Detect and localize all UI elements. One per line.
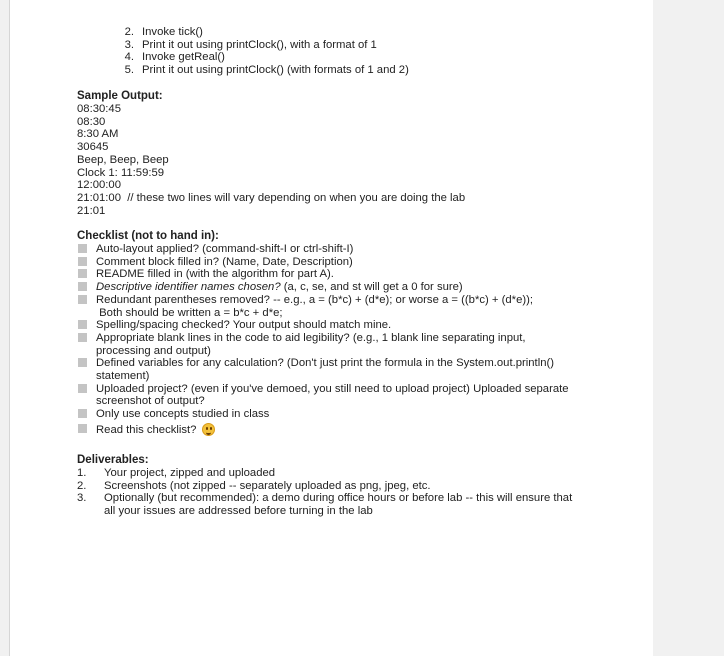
checklist-item: Auto-layout applied? (command-shift-I or ctrl-shift-I) [77, 243, 597, 256]
output-line: 12:00:00 [77, 179, 121, 192]
checklist-continuation: Both should be written a = b*c + d*e; [96, 306, 283, 319]
output-line: Beep, Beep, Beep [77, 153, 169, 166]
output-line: 8:30 AM [77, 128, 119, 141]
checklist-item: Read this checklist? [77, 423, 597, 437]
checklist-item: Defined variables for any calculation? (Don't just print the formula in the System.out.println() statement) [77, 357, 586, 382]
checklist-item: Descriptive identifier names chosen? (a, c, se, and st will get a 0 for sure) [77, 281, 597, 294]
list-item: 3. Print it out using printClock(), with a format of 1 [124, 38, 377, 51]
list-item: 1. Your project, zipped and uploaded [77, 467, 276, 479]
checklist-section [77, 230, 597, 437]
checklist-heading: Checklist (not to hand in): [77, 230, 219, 242]
checklist-item: Comment block filled in? (Name, Date, Description) [77, 256, 597, 269]
checkbox-icon[interactable] [78, 282, 87, 291]
checklist-item: Uploaded project? (even if you've demoed, you still need to upload project) Uploaded separate screenshot of output? [77, 383, 571, 408]
deliverables-section [77, 454, 574, 518]
list-item: 2. Invoke tick() [124, 26, 203, 38]
checkbox-icon[interactable] [78, 320, 87, 329]
list-item: 3. Optionally (but recommended): a demo during office hours or before lab -- this will ensure that all your issues are addressed before turning in the lab [77, 492, 573, 518]
list-item: 5. Print it out using printClock() (with formats of 1 and 2) [124, 64, 409, 77]
checkbox-icon[interactable] [78, 409, 87, 418]
deliverables-list [77, 467, 574, 518]
checklist-item: Spelling/spacing checked? Your output should match mine. [77, 319, 597, 332]
checklist-item: Appropriate blank lines in the code to aid legibility? (e.g., 1 blank line separating input, processing and output) [77, 332, 566, 357]
checkbox-icon[interactable] [78, 295, 87, 304]
checkbox-icon[interactable] [78, 358, 87, 367]
list-item: 2. Screenshots (not zipped -- separately uploaded as png, jpeg, etc. [77, 479, 431, 492]
checkbox-icon[interactable] [78, 333, 87, 342]
smiley-icon [202, 423, 215, 436]
checkbox-icon[interactable] [78, 269, 87, 278]
sample-output-heading: Sample Output: [77, 90, 163, 102]
checkbox-icon[interactable] [78, 424, 87, 433]
deliverables-heading: Deliverables: [77, 454, 149, 466]
output-line: 08:30 [77, 115, 106, 128]
checklist-item: Redundant parentheses removed? -- e.g., a = (b*c) + (d*e); or worse a = ((b*c) + (d*e)); [77, 294, 597, 307]
checkbox-icon[interactable] [78, 384, 87, 393]
output-line: 30645 [77, 141, 109, 154]
checklist-item: Only use concepts studied in class [77, 408, 597, 421]
output-line: 21:01 [77, 204, 106, 217]
list-item: 4. Invoke getReal() [124, 51, 225, 64]
scroll-gutter [653, 0, 724, 656]
steps-list [113, 26, 409, 77]
output-line: 08:30:45 [77, 103, 121, 115]
sample-output-section [77, 90, 465, 217]
output-line: 21:01:00 // these two lines will vary depending on when you are doing the lab [77, 191, 466, 204]
checklist-item: README filled in (with the algorithm for part A). [77, 268, 597, 281]
checkbox-icon[interactable] [78, 244, 87, 253]
output-line: Clock 1: 11:59:59 [77, 166, 165, 179]
checkbox-icon[interactable] [78, 257, 87, 266]
